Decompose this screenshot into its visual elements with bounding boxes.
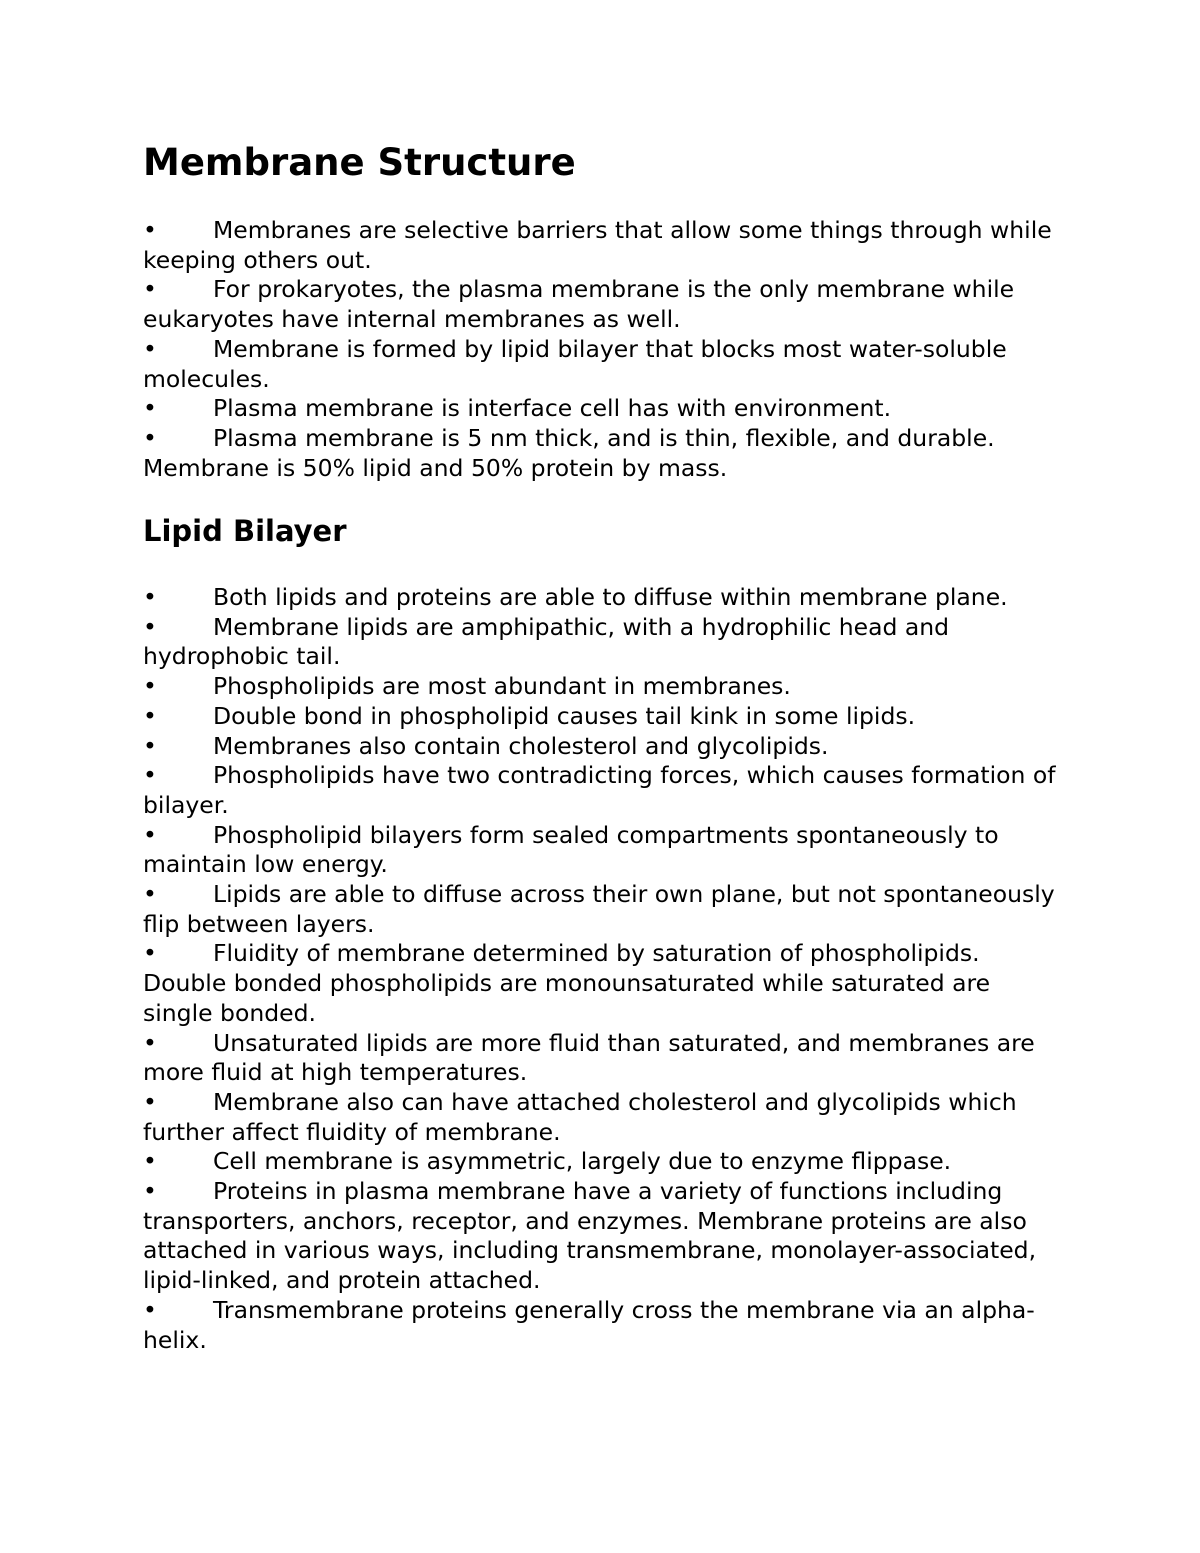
list-item bbox=[143, 1296, 1058, 1355]
bullet-icon: • bbox=[143, 423, 157, 452]
list-item bbox=[143, 216, 1058, 275]
list-item bbox=[143, 761, 1058, 820]
list-item-text: Membrane also can have attached cholesterol and glycolipids which further affect fluidity of membrane. bbox=[143, 1087, 1017, 1146]
list-item-text: Transmembrane proteins generally cross the membrane via an alpha-helix. bbox=[143, 1295, 1035, 1354]
list-item-text: Plasma membrane is interface cell has with environment. bbox=[213, 394, 892, 423]
bullet-icon: • bbox=[143, 701, 157, 730]
list-item bbox=[143, 335, 1058, 394]
membrane-structure-list bbox=[143, 216, 1058, 483]
list-item-text: Phospholipids have two contradicting forces, which causes formation of bilayer. bbox=[143, 761, 1056, 819]
list-item bbox=[143, 583, 1058, 613]
list-item bbox=[143, 275, 1058, 334]
list-item bbox=[143, 394, 1058, 424]
bullet-icon: • bbox=[143, 672, 157, 701]
bullet-icon: • bbox=[143, 731, 157, 760]
list-item-text: Plasma membrane is 5 nm thick, and is thin, flexible, and durable. Membrane is 50% lipid and 50% protein by mass. bbox=[143, 423, 995, 482]
bullet-icon: • bbox=[143, 583, 157, 611]
list-item bbox=[143, 1029, 1058, 1088]
list-item-text: Double bond in phospholipid causes tail kink in some lipids. bbox=[213, 701, 916, 730]
list-item bbox=[143, 939, 1058, 1028]
bullet-icon: • bbox=[143, 880, 157, 909]
bullet-icon: • bbox=[143, 612, 157, 641]
bullet-icon: • bbox=[143, 1147, 157, 1176]
bullet-icon: • bbox=[143, 1028, 157, 1057]
list-item bbox=[143, 1088, 1058, 1147]
list-item bbox=[143, 1177, 1058, 1296]
list-item bbox=[143, 880, 1058, 939]
bullet-icon: • bbox=[143, 820, 157, 849]
list-item-text: Membrane is formed by lipid bilayer that blocks most water-soluble molecules. bbox=[143, 334, 1007, 393]
list-item bbox=[143, 702, 1058, 732]
list-item-text: Fluidity of membrane determined by saturation of phospholipids. Double bonded phospholipids are monounsaturated while saturated are single bonded. bbox=[143, 939, 991, 1027]
bullet-icon: • bbox=[143, 939, 157, 968]
list-item bbox=[143, 613, 1058, 672]
bullet-icon: • bbox=[143, 1177, 157, 1206]
list-item-text: Proteins in plasma membrane have a variety of functions including transporters, anchors, receptor, and enzymes. Membrane proteins are also attached in various ways, including transmembrane, monolayer-associated, lipid-linked, and protein attached. bbox=[143, 1177, 1037, 1295]
list-item-text: Membrane lipids are amphipathic, with a hydrophilic head and hydrophobic tail. bbox=[143, 612, 950, 671]
bullet-icon: • bbox=[143, 275, 157, 304]
bullet-icon: • bbox=[143, 761, 157, 790]
section-title-lipid-bilayer: Lipid Bilayer bbox=[143, 514, 347, 548]
list-item-text: Membranes also contain cholesterol and glycolipids. bbox=[213, 731, 829, 760]
list-item-text: Cell membrane is asymmetric, largely due to enzyme flippase. bbox=[213, 1147, 952, 1176]
section-title-membrane-structure: Membrane Structure bbox=[143, 141, 576, 184]
list-item-text: Phospholipid bilayers form sealed compartments spontaneously to maintain low energy. bbox=[143, 820, 999, 879]
bullet-icon: • bbox=[143, 394, 157, 423]
list-item-text: Phospholipids are most abundant in membranes. bbox=[213, 672, 791, 701]
list-item-text: For prokaryotes, the plasma membrane is the only membrane while eukaryotes have internal membranes as well. bbox=[143, 275, 1015, 334]
bullet-icon: • bbox=[143, 334, 157, 363]
list-item bbox=[143, 732, 1058, 762]
bullet-icon: • bbox=[143, 216, 157, 244]
list-item bbox=[143, 821, 1058, 880]
list-item-text: Both lipids and proteins are able to diffuse within membrane plane. bbox=[213, 583, 1008, 611]
list-item bbox=[143, 424, 1058, 483]
lipid-bilayer-list bbox=[143, 583, 1058, 1355]
bullet-icon: • bbox=[143, 1295, 157, 1324]
list-item bbox=[143, 1147, 1058, 1177]
list-item bbox=[143, 672, 1058, 702]
list-item-text: Membranes are selective barriers that allow some things through while keeping others out. bbox=[143, 216, 1052, 274]
list-item-text: Lipids are able to diffuse across their own plane, but not spontaneously flip between layers. bbox=[143, 880, 1055, 938]
bullet-icon: • bbox=[143, 1087, 157, 1116]
list-item-text: Unsaturated lipids are more fluid than saturated, and membranes are more fluid at high temperatures. bbox=[143, 1028, 1035, 1087]
